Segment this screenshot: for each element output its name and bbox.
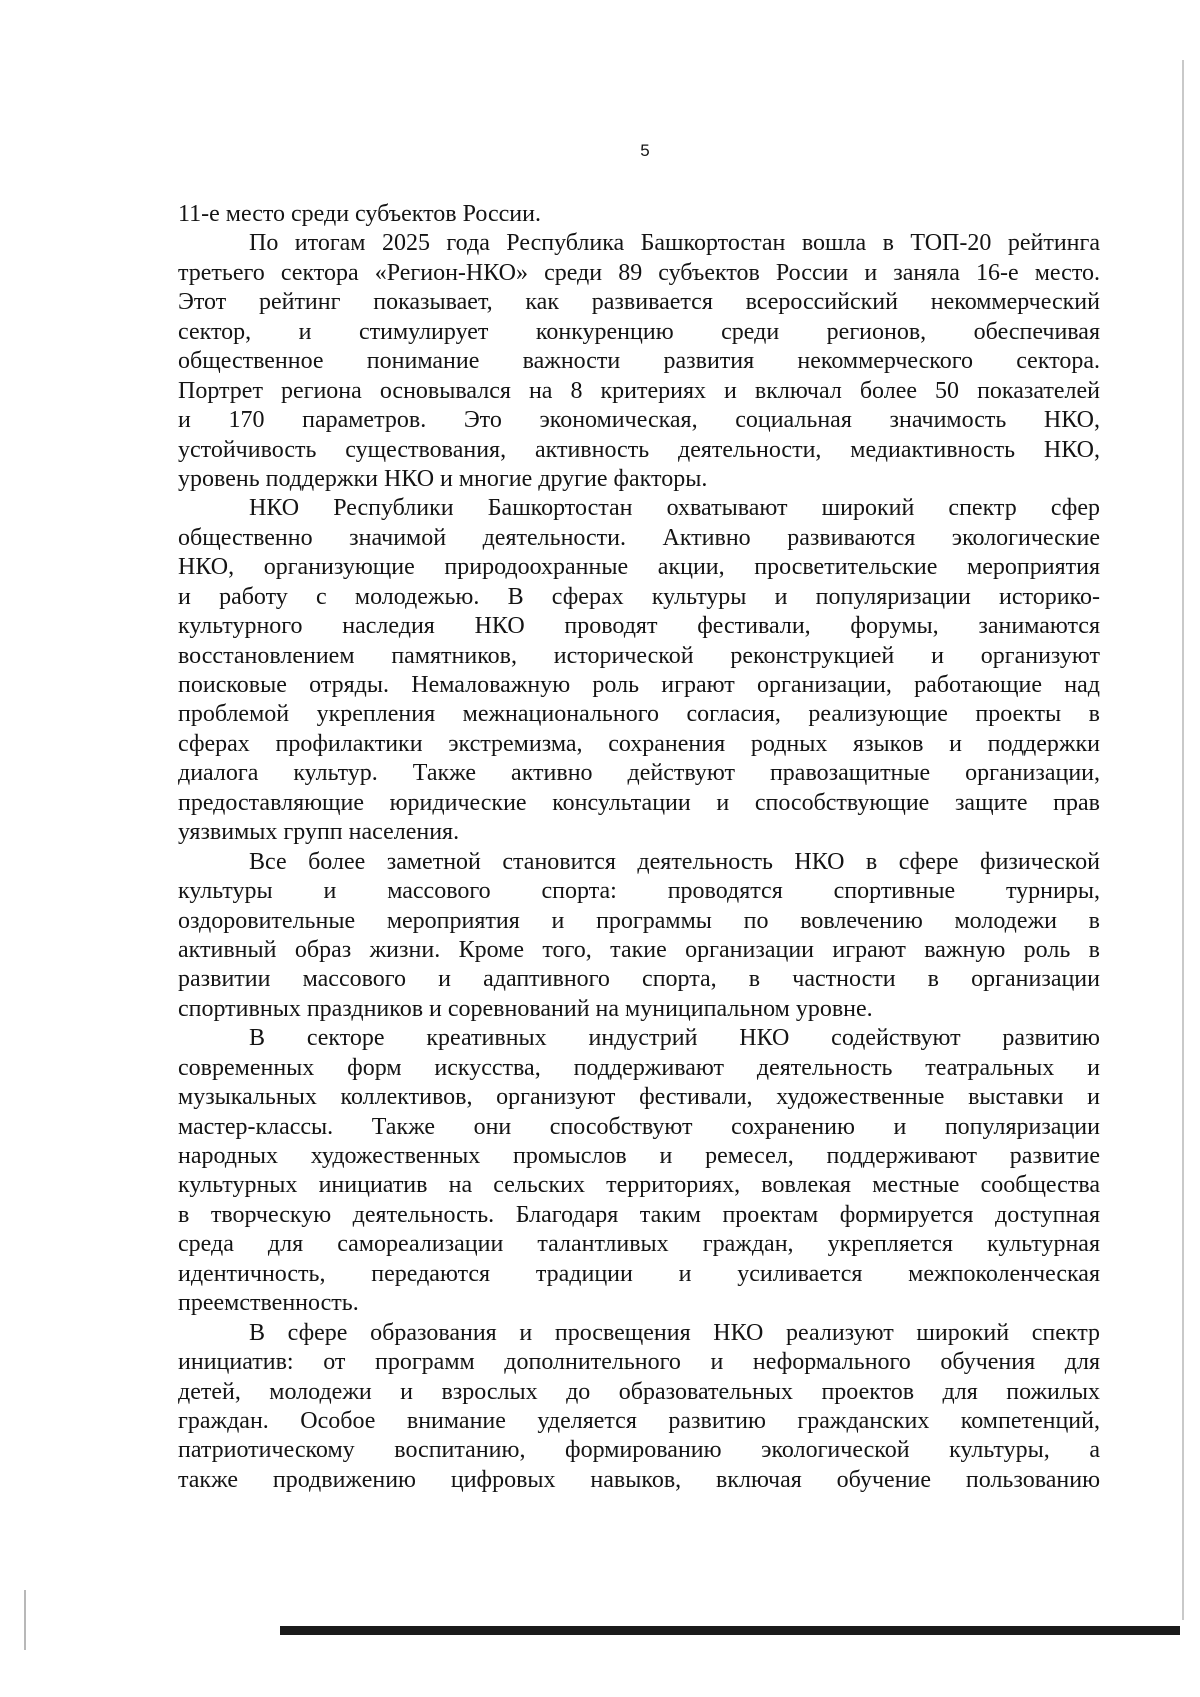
scan-edge-mark — [24, 1590, 26, 1650]
paragraph — [178, 1319, 1100, 1496]
scan-bottom-bar — [280, 1626, 1180, 1635]
text-line: преемственность. — [178, 1290, 359, 1317]
text-line: По итогам 2025 года Республика Башкортостан вошла в ТОП-20 рейтинга — [249, 230, 1100, 257]
text-line: третьего сектора «Регион-НКО» среди 89 субъектов России и заняла 16-е место. — [178, 259, 1100, 286]
text-line: уязвимых групп населения. — [178, 819, 460, 846]
page-number: 5 — [640, 141, 650, 160]
text-line: культурных инициатив на сельских территориях, вовлекая местные сообщества — [178, 1172, 1100, 1199]
paragraph — [178, 1024, 1100, 1318]
text-line: активный образ жизни. Кроме того, такие организации играют важную роль в — [178, 936, 1100, 963]
text-line: также продвижению цифровых навыков, включая обучение пользованию — [178, 1466, 1100, 1493]
text-line: детей, молодежи и взрослых до образовательных проектов для пожилых — [178, 1378, 1100, 1405]
text-line: патриотическому воспитанию, формированию экологической культуры, а — [178, 1437, 1100, 1464]
paragraph — [178, 848, 1100, 1025]
scan-edge-line — [1182, 60, 1184, 1620]
text-line: устойчивость существования, активность деятельности, медиактивность НКО, — [178, 436, 1100, 463]
text-line: сферах профилактики экстремизма, сохранения родных языков и поддержки — [178, 730, 1100, 757]
paragraph — [178, 200, 1100, 229]
text-line: народных художественных промыслов и ремесел, поддерживают развитие — [178, 1143, 1100, 1169]
text-line: диалога культур. Также активно действуют правозащитные организации, — [178, 760, 1100, 787]
text-line: культурного наследия НКО проводят фестивали, форумы, занимаются — [178, 613, 1100, 640]
text-line: культуры и массового спорта: проводятся спортивные турниры, — [178, 878, 1100, 905]
text-line: Этот рейтинг показывает, как развивается всероссийский некоммерческий — [178, 289, 1100, 316]
text-line: современных форм искусства, поддерживают деятельность театральных и — [178, 1054, 1100, 1081]
text-line: поисковые отряды. Немаловажную роль играют организации, работающие над — [178, 672, 1100, 698]
text-line: В сфере образования и просвещения НКО реализуют широкий спектр — [249, 1319, 1100, 1346]
text-line: оздоровительные мероприятия и программы по вовлечению молодежи в — [178, 907, 1100, 934]
text-line: и работу с молодежью. В сферах культуры и популяризации историко- — [178, 583, 1100, 610]
text-line: граждан. Особое внимание уделяется развитию гражданских компетенций, — [178, 1407, 1100, 1434]
text-line: музыкальных коллективов, организуют фестивали, художественные выставки и — [178, 1084, 1100, 1111]
text-line: восстановлением памятников, исторической реконструкцией и организуют — [178, 642, 1100, 669]
text-line: и 170 параметров. Это экономическая, социальная значимость НКО, — [178, 407, 1100, 434]
text-line: НКО, организующие природоохранные акции, просветительские мероприятия — [178, 554, 1100, 581]
text-line: Портрет региона основывался на 8 критериях и включал более 50 показателей — [178, 377, 1100, 404]
text-line: В секторе креативных индустрий НКО содействуют развитию — [249, 1025, 1100, 1052]
text-line: инициатив: от программ дополнительного и неформального обучения для — [178, 1349, 1100, 1376]
text-line: Все более заметной становится деятельность НКО в сфере физической — [249, 848, 1100, 875]
text-line: проблемой укрепления межнационального согласия, реализующие проекты в — [178, 701, 1100, 728]
paragraph — [178, 229, 1100, 494]
text-line: общественно значимой деятельности. Активно развиваются экологические — [178, 524, 1100, 551]
text-line: идентичность, передаются традиции и усиливается межпоколенческая — [178, 1260, 1100, 1287]
text-line: мастер-классы. Также они способствуют сохранению и популяризации — [178, 1113, 1100, 1140]
text-line: в творческую деятельность. Благодаря таким проектам формируется доступная — [178, 1201, 1100, 1228]
text-line: среда для самореализации талантливых граждан, укрепляется культурная — [178, 1231, 1100, 1258]
text-line: спортивных праздников и соревнований на муниципальном уровне. — [178, 995, 873, 1022]
text-line: предоставляющие юридические консультации и способствующие защите прав — [178, 789, 1100, 816]
text-line: НКО Республики Башкортостан охватывают широкий спектр сфер — [249, 495, 1100, 522]
body-text — [178, 200, 1100, 1495]
text-line: развитии массового и адаптивного спорта, в частности в организации — [178, 966, 1100, 993]
text-line: общественное понимание важности развития некоммерческого сектора. — [178, 348, 1100, 375]
text-line: 11-е место среди субъектов России. — [178, 201, 541, 227]
text-line: уровень поддержки НКО и многие другие факторы. — [178, 465, 708, 492]
paragraph — [178, 494, 1100, 847]
text-line: сектор, и стимулирует конкуренцию среди регионов, обеспечивая — [178, 318, 1100, 345]
